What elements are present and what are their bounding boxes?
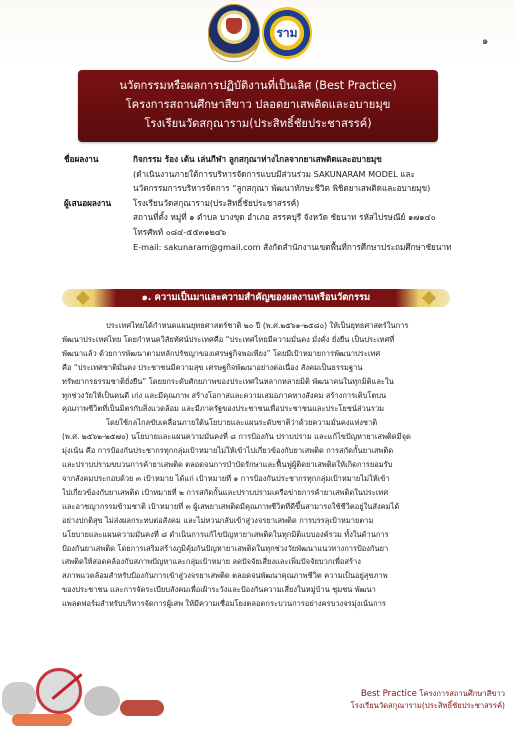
paragraph-line: เสพติดให้สอดคล้องกับสภาพปัญหาและกลุ่มเป้าหมาย ลดปัจจัยเสี่ยงและเพิ่มปัจจัยบวกเพื่อสร้าง [62, 557, 361, 567]
paragraph-line: พัฒนาแล้ว ด้วยการพัฒนาตามหลักปรัชญาของเศรษฐกิจพอเพียง” โดยมีเป้าหมายการพัฒนาประเทศ [62, 348, 381, 358]
presenter-line: โรงเรียนวัดสกุณาราม(ประสิทธิ์ชัยประชาสรรค์) [133, 197, 300, 208]
footer [351, 688, 505, 711]
work-name-line: กิจกรรม ร้อง เต้น เล่นกีฬา ลูกสกุณาห่างไกลจากยาเสพติดและอบายมุข [133, 154, 382, 164]
presenter-label: ผู้เสนอผลงาน [64, 197, 112, 208]
work-name-label: ชื่อผลงาน [64, 154, 99, 164]
paragraph-line: คุณภาพชีวิตที่เป็นมิตรกับสิ่งแวดล้อม และมีภาครัฐของประชาชนเพื่อประชาชนและประโยชน์ส่วนรวม [62, 404, 385, 414]
school-emblem-icon [262, 6, 312, 60]
work-name-row [64, 152, 504, 196]
presenter-line: โทรศัพท์ ๐๘๔-๕๕๓๑๒๔๖ [133, 226, 227, 237]
page-number: ๑ [482, 36, 489, 47]
cigarette-icon [120, 700, 164, 716]
pill-icon [84, 686, 120, 716]
presenter-row [64, 196, 504, 254]
paragraph-line: ไปเกี่ยวข้องกับยาเสพติด เป้าหมายที่ ๒ การสกัดกั้นและปราบปรามเครือข่ายการค้ายาเสพติดในประเทศ [62, 487, 389, 497]
paragraph-line: โดยใช้กลไกลขับเคลื่อนภายใต้นโยบายและแผนระดับชาติว่าด้วยความมั่นคงแห่งชาติ [106, 418, 378, 428]
presenter-email-line: E-mail: sakunaram@gmail.com สังกัดสำนักงานเขตพื้นที่การศึกษาประถมศึกษาชัยนาท [133, 241, 452, 252]
footer-line-1 [351, 688, 505, 700]
presenter-line: สถานที่ตั้ง หมู่ที่ ๑ ตำบล บางขุด อำเภอ สรรคบุรี จังหวัด ชัยนาท รหัสไปรษณีย์ ๑๗๑๔๐ [133, 212, 436, 223]
paragraph-line: มุ่งเน้น คือ การป้องกันประชากรทุกกลุ่มเป้าหมายไม่ให้เข้าไปเกี่ยวข้องกับยาเสพติด การสกัดกั้นยาเสพติด [62, 446, 394, 456]
seal-crown-icon [226, 18, 242, 34]
footer-school: โรงเรียนวัดสกุณาราม(ประสิทธิ์ชัยประชาสรรค์) [350, 701, 505, 710]
title-banner [78, 70, 438, 142]
paragraph-line: คือ “ประเทศชาติมั่นคง ประชาชนมีความสุข เศรษฐกิจพัฒนาอย่างต่อเนื่อง สังคมเป็นธรรมฐาน [62, 362, 363, 372]
footer-best-practice: Best Practice [360, 689, 417, 699]
paragraph-line: ทุกช่วงวัยให้เป็นคนดี เก่ง และมีคุณภาพ สร้างโอกาสและความเสมอภาคทางสังคม สร้างการเติบโตบน [62, 390, 387, 400]
paragraph-line: ของประชาชน และการจัดระเบียบสังคมเพื่อเฝ้าระวังและป้องกันความเสี่ยงในหมู่บ้าน ชุมชน พัฒนา [62, 585, 376, 595]
paragraph-line: (พ.ศ. ๒๕๖๒-๒๕๗๐) นโยบายและแผนความมั่นคงที่ ๘ การป้องกัน ปราบปราม และแก้ไขปัญหายาเสพติดมีจุด [62, 432, 411, 442]
banner-line-2: โครงการสถานศึกษาสีขาว ปลอดยาเสพติดและอบายมุข [125, 98, 391, 111]
footer-project: โครงการสถานศึกษาสีขาว [416, 689, 505, 698]
pill-icon [2, 682, 36, 716]
paragraph-line: สภาพแวดล้อมสำหรับป้องกันการเข้าสู่วงจรยาเสพติด ตลอดจนพัฒนาคุณภาพชีวิต ความเป็นอยู่สุขภาพ [62, 571, 388, 581]
paragraph-line: พัฒนาประเทศไทย โดยกำหนดวิสัยทัศน์ประเทศคือ “ประเทศไทยมีความมั่นคง มั่งคั่ง ยั่งยืน เป็นประเทศที่ [62, 334, 395, 344]
work-info [64, 152, 504, 254]
paragraph-line: แพลตฟอร์มสำหรับบริหารจัดการผู้เสพ ให้มีความเชื่อมโยงตลอดกระบวนการอย่างครบวงจรมุ่งเน้นการ [62, 599, 386, 609]
paragraph-line: ประเทศไทยได้กำหนดแผนยุทธศาสตร์ชาติ ๒๐ ปี (พ.ศ.๒๕๖๑-๒๕๘๐) ให้เป็นยุทธศาสตร์ในการ [106, 321, 409, 330]
work-name-line: (ดำเนินงานภายใต้การบริหารจัดการแบบมีส่วนร่วม SAKUNARAM MODEL และ [133, 168, 415, 179]
paragraph-line: นโยบายและแผนความมั่นคงที่ ๘ ดำเนินการแก้ไขปัญหายาเสพติดในทุกมิติแบบองค์รวม ทั้งในด้านการ [62, 529, 389, 539]
paragraph-line: และอาชญากรรมข้ามชาติ เป้าหมายที่ ๓ ผู้เสพยาเสพติดมีคุณภาพชีวิตที่ดีขึ้นสามารถใช้ชีวิตอยู่ในสังคมได้ [62, 501, 400, 511]
paragraph-line: อย่างปกติสุข ไม่ส่งผลกระทบต่อสังคม และไม่หวนกลับเข้าสู่วงจรยาเสพติด การบรรลุเป้าหมายตาม [62, 515, 374, 525]
banner-line-1: นวัตกรรมหรือผลการปฏิบัติงานที่เป็นเลิศ (Best Practice) [119, 79, 397, 92]
paragraph-line: ทรัพยากรธรรมชาติยั่งยืน” โดยยกระดับศักยภาพของประเทศในหลากหลายมิติ พัฒนาคนในทุกมิติและใน [62, 376, 394, 386]
obec-seal-icon [208, 4, 260, 62]
paragraph-line: และปราบปรามขบวนการค้ายาเสพติด ตลอดจนการบำบัดรักษาและฟื้นฟูผู้ติดยาเสพติดให้เกิดการยอมรับ [62, 460, 393, 470]
section-title: ๑. ความเป็นมาและความสำคัญของผลงานหรือนวัตกรรม [141, 292, 371, 303]
work-name-line: นวัตกรรมการบริหารจัดการ “ลูกสกุณา พัฒนาทักษะชีวิต พิชิตยาเสพติดและอบายมุข) [133, 183, 431, 194]
section-header [62, 289, 450, 307]
paragraph-line: ป้องกันยาเสพติด โดยการเสริมสร้างภูมิคุ้มกันปัญหายาเสพติดในทุกช่วงวัยพัฒนาแนวทางการป้องกันยา [62, 543, 389, 553]
no-drugs-icon [0, 648, 180, 732]
paragraph-line: จากสังคมประกอบด้วย ๓ เป้าหมาย ได้แก่ เป้าหมายที่ ๑ การป้องกันประชากรทุกกลุ่มเป้าหมายไม่ให้เข้า [62, 473, 390, 483]
banner-line-3: โรงเรียนวัดสกุณาราม(ประสิทธิ์ชัยประชาสรรค์) [144, 117, 372, 130]
emblem-text: ราม [276, 26, 298, 40]
body-text [62, 319, 506, 611]
cigarette-icon [12, 714, 72, 726]
